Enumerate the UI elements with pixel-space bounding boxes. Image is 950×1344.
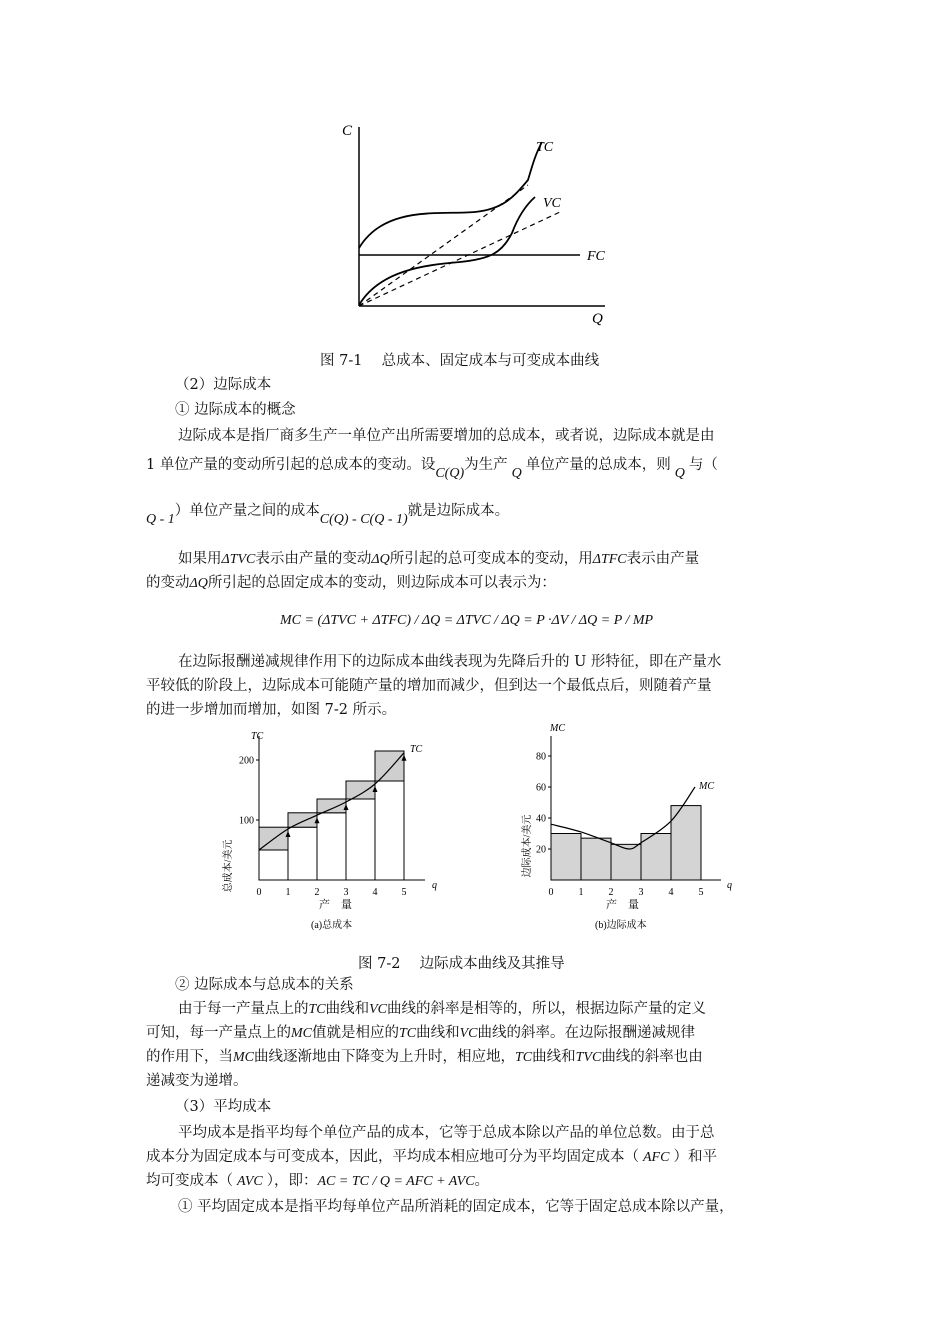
paragraph-line [146,1047,703,1068]
subcaption: (b)边际成本 [595,920,647,931]
text-run: 可知，每一产量点上的 [146,1025,291,1041]
tc-axis-title: TC [251,731,264,742]
text-run: ），即： [266,1173,318,1189]
paragraph-line [146,1147,717,1168]
mc-formula: MC = (ΔTVC + ΔTFC) / ΔQ = ΔTVC / ΔQ = P ·ΔV / ΔQ = P / MP [280,613,654,628]
x-tick-label: 2 [314,887,320,898]
paragraph-line [146,573,556,594]
q-axis-label: Q [592,311,603,327]
paragraph-line: 的进一步增加而增加，如图 7-2 所示。 [146,702,397,718]
subheading-mc-tc-relation: ② 边际成本与总成本的关系 [175,977,354,993]
vc-ray [359,212,560,306]
x-tick-label: 3 [638,887,644,898]
tc-curve-label: TC [410,743,423,755]
x-tick-label: 1 [285,887,291,898]
math-tvc: TVC [575,1050,602,1065]
section-3-heading: （3）平均成本 [175,1099,272,1115]
paragraph-line [146,455,718,481]
text-run: 曲线和 [416,1025,460,1041]
y-axis-label: 总成本/美元 [223,839,234,893]
y-tick-label: 200 [239,755,254,767]
math-cost-difference: C(Q) - C(Q - 1) [319,512,408,527]
text-run: 曲线的斜率也由 [601,1049,703,1065]
paragraph-line [146,501,510,527]
text-run: 。 [474,1173,490,1189]
marginal-cost-increment [346,781,375,799]
text-run: 单位产量的总成本，则 [525,457,671,473]
math-ac-formula: AC = TC / Q = AFC + AVC [317,1174,475,1189]
text-run: 成本分为固定成本与可变成本，因此，平均成本相应地可分为平均固定成本（ [146,1149,639,1165]
cost-bar [288,827,317,880]
tc-label: TC [536,140,554,155]
math-cq: C(Q) [435,466,465,481]
text-run: ）和平 [673,1149,717,1165]
fc-label: FC [587,249,605,264]
paragraph-line: ① 平均固定成本是指平均每单位产品所消耗的固定成本，它等于固定总成本除以产量， [178,1199,734,1215]
paragraph-line [178,999,706,1020]
text-run: 与（ [688,457,718,473]
paragraph-line [146,1171,489,1192]
c-axis-label: C [342,123,353,139]
figure-7-2a-total-cost-chart [215,728,455,938]
text-run: 曲线的斜率是相等的，所以，根据边际产量的定义 [387,1001,707,1017]
math-tc: TC [399,1026,417,1041]
x-tick-label: 1 [578,887,584,898]
mc-axis-title: MC [550,723,565,734]
figure-7-1-caption: 图 7-1 总成本、固定成本与可变成本曲线 [320,353,600,369]
math-dtvc: ΔTVC [221,552,256,567]
y-tick-label: 60 [536,782,546,794]
math-vc: VC [369,1002,388,1017]
text-run: 1 单位产量的变动所引起的总成本的变动。设 [146,457,436,473]
math-q: Q [674,466,685,481]
x-tick-label: 0 [548,887,554,898]
x-axis-var: q [432,880,437,891]
mc-curve-label: MC [699,781,714,792]
paragraph-line: 平均成本是指平均每个单位产品的成本，它等于总成本除以产品的单位总数。由于总 [178,1125,715,1141]
math-vc: VC [459,1026,478,1041]
mc-bar [611,844,641,880]
cost-bar [346,799,375,880]
x-tick-label: 4 [668,887,674,898]
section-2-heading: （2）边际成本 [175,377,272,393]
text-run: 曲线和 [325,1001,370,1017]
paragraph-line: 在边际报酬递减规律作用下的边际成本曲线表现为先降后升的 U 形特征，即在产量水 [178,654,722,670]
text-run: 均可变成本（ [146,1173,233,1189]
paragraph-line [146,1023,695,1044]
y-tick-label: 80 [536,751,546,763]
x-tick-label: 0 [256,887,262,898]
paragraph-line: 平较低的阶段上，边际成本可能随产量的增加而减少，但到达一个最低点后，则随着产量 [146,678,712,694]
text-run: 值就是相应的 [312,1025,399,1041]
math-afc: AFC [643,1150,670,1165]
figure-7-2-caption: 图 7-2 边际成本曲线及其推导 [358,956,565,972]
paragraph-line: 递减变为递增。 [146,1073,248,1089]
text-run: 表示由产量的变动 [255,551,372,567]
y-tick-label: 100 [239,815,254,827]
x-axis-label: 产 量 [606,899,639,911]
x-tick-label: 3 [343,887,349,898]
y-tick-label: 40 [536,813,546,825]
text-run: 曲线逐渐地由下降变为上升时，相应地， [254,1049,515,1065]
math-tc: TC [308,1002,326,1017]
text-run: 为生产 [464,457,508,473]
cost-bar [375,781,404,880]
marginal-cost-increment [375,751,404,781]
text-run: ）单位产量之间的成本 [174,503,320,519]
text-run: 曲线和 [532,1049,576,1065]
marginal-cost-increment [288,813,317,827]
text-run: 由于每一产量点上的 [178,1001,309,1017]
math-mc: MC [291,1026,312,1041]
math-q: Q [511,466,522,481]
subcaption: (a)总成本 [311,920,353,931]
figure-7-1 [330,115,630,330]
math-avc: AVC [237,1174,263,1189]
text-run: 曲线的斜率。在边际报酬递减规律 [477,1025,696,1041]
math-dq: ΔQ [189,576,208,591]
vc-label: VC [543,196,561,211]
math-dq: ΔQ [371,552,390,567]
x-axis-label: 产 量 [319,899,352,911]
text-run: 的变动 [146,575,190,591]
cost-bar [317,813,346,880]
cost-bar [259,850,288,880]
text-run: 的作用下，当 [146,1049,233,1065]
mc-bar [551,834,581,881]
subheading-mc-concept: ① 边际成本的概念 [175,402,296,418]
figure-7-2b-marginal-cost-chart [518,718,758,938]
math-mc: MC [233,1050,254,1065]
paragraph-line [178,549,699,570]
math-q-minus-1: Q - 1 [146,512,175,527]
y-tick-label: 20 [536,844,546,856]
text-run: 表示由产量 [626,551,700,567]
x-tick-label: 5 [698,887,704,898]
mc-bar [581,838,611,880]
x-tick-label: 2 [608,887,614,898]
text-run: 如果用 [178,551,222,567]
marginal-cost-increment [317,799,346,813]
x-axis-var: q [727,880,732,891]
y-axis-label: 边际成本/美元 [522,814,533,878]
x-tick-label: 5 [401,887,407,898]
x-tick-label: 4 [372,887,378,898]
text-run: 所引起的总固定成本的变动，则边际成本可以表示为： [207,575,556,591]
math-tc: TC [515,1050,533,1065]
text-run: 所引起的总可变成本的变动，用 [389,551,593,567]
paragraph-line: 边际成本是指厂商多生产一单位产出所需要增加的总成本，或者说，边际成本就是由 [178,428,715,444]
math-dtfc: ΔTFC [592,552,627,567]
text-run: 就是边际成本。 [407,503,510,519]
